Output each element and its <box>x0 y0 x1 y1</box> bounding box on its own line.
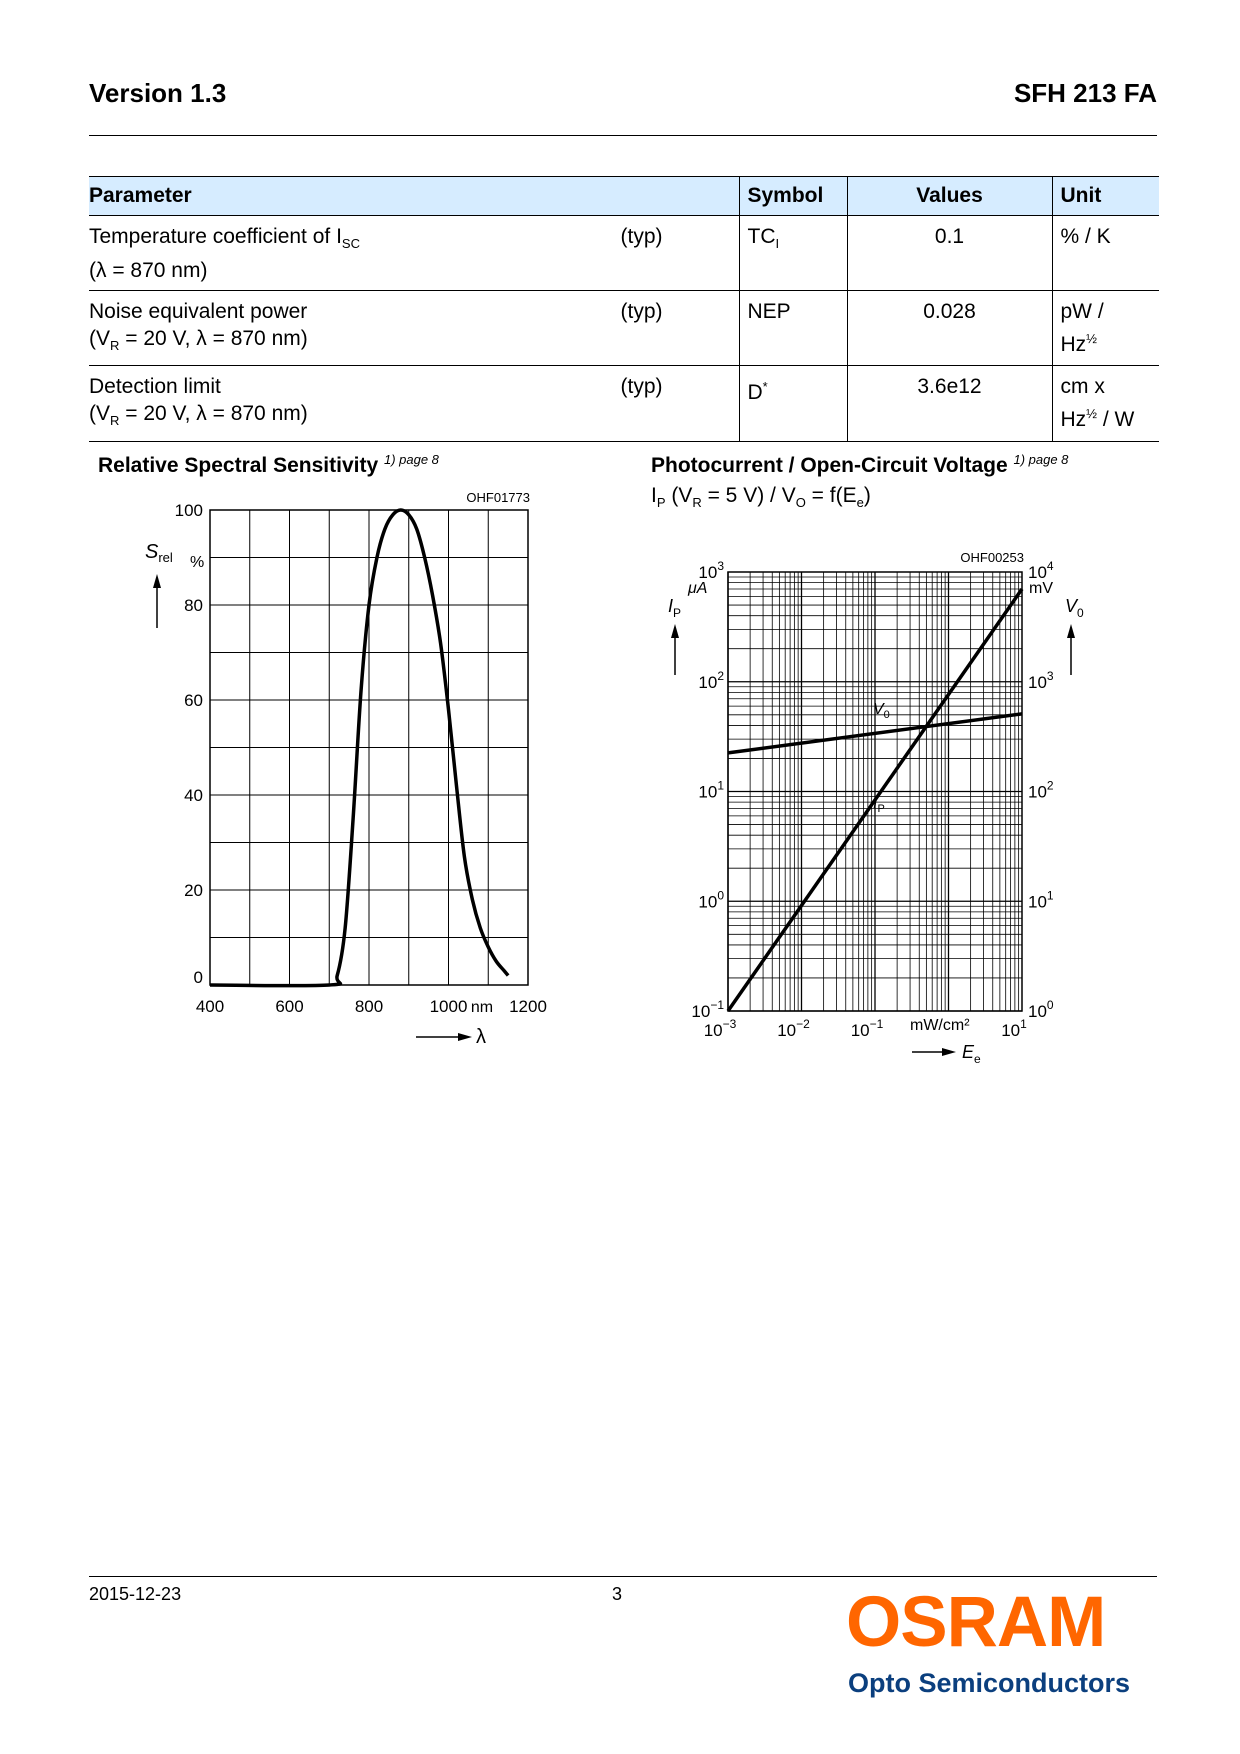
unit-text: pW / <box>1060 300 1104 324</box>
photocurrent-chart-subtitle: $I_P$ ($V_R = 5$ $V) / V_O = f(E_e)$ <box>651 484 871 511</box>
x-tick-label: 600 <box>275 997 304 1016</box>
footer-rule <box>89 1576 1157 1577</box>
symbol-text: D <box>747 381 763 405</box>
typ-label: (typ) <box>620 300 663 324</box>
typ-label: (typ) <box>620 375 663 399</box>
y-axis-unit: % <box>190 554 205 571</box>
y-tick-label: 80 <box>184 596 203 615</box>
value-cell: 3.6e12 <box>847 366 1052 441</box>
unit-text: % / K <box>1060 225 1111 248</box>
y-tick-label: 100 <box>174 501 203 520</box>
right-tick-label: $10^3$ <box>1028 668 1054 692</box>
parameter-condition-rest: = 20 V, λ = 870 nm) <box>119 327 308 351</box>
x-tick-label: $10^{-2}$ <box>777 1017 810 1040</box>
y-tick-label: 40 <box>184 786 203 805</box>
parameter-subscript: R <box>110 338 120 354</box>
x-tick-label: 800 <box>354 997 384 1016</box>
chart-title-text: Photocurrent / Open-Circuit Voltage <box>651 454 1008 477</box>
x-axis-arrow-icon <box>942 1048 956 1056</box>
osram-logo: OSRAM <box>846 1583 1106 1662</box>
brand-tagline: Opto Semiconductors <box>848 1668 1131 1698</box>
left-tick-label: $10^1$ <box>698 778 724 802</box>
x-axis-unit: nm <box>470 999 494 1016</box>
right-axis-arrow-icon <box>1067 624 1075 638</box>
unit-text: Hz <box>1060 408 1087 432</box>
x-tick-label: $10^{-3}$ <box>703 1017 737 1040</box>
symbol-text: TC <box>747 225 776 248</box>
product-name: SFH 213 FA <box>1013 78 1157 108</box>
unit-superscript: ½ <box>1086 406 1098 422</box>
right-axis-unit: mV <box>1029 580 1053 597</box>
symbol-superscript: * <box>762 379 768 395</box>
parameter-condition: (V <box>89 327 110 351</box>
x-tick-label: 1000 <box>429 997 468 1016</box>
chart-title-text: Relative Spectral Sensitivity <box>98 454 379 477</box>
right-tick-label: $10^1$ <box>1028 888 1054 912</box>
symbol-subscript: I <box>775 236 780 252</box>
x-tick-label: $10^1$ <box>1001 1017 1027 1040</box>
parameter-name: Temperature coefficient of I <box>89 225 342 248</box>
footnote-ref: 1) page 8 <box>383 452 439 467</box>
parameter-name: Detection limit <box>89 375 221 399</box>
document-version: Version 1.3 <box>89 78 227 108</box>
parameter-condition: (V <box>89 402 110 426</box>
parameter-subscript: SC <box>341 236 360 252</box>
unit-text: / W <box>1097 408 1135 432</box>
value-cell: 0.028 <box>847 291 1052 366</box>
document-date: 2015-12-23 <box>89 1584 182 1604</box>
left-tick-label: $10^{-1}$ <box>691 998 724 1021</box>
left-axis-arrow-icon <box>671 624 679 638</box>
left-tick-label: $10^0$ <box>698 888 724 912</box>
x-axis-unit: mW/cm² <box>910 1017 970 1034</box>
footnote-ref: 1) page 8 <box>1013 452 1069 467</box>
parameter-condition-rest: = 20 V, λ = 870 nm) <box>119 402 308 426</box>
unit-text: Hz <box>1060 333 1087 357</box>
right-tick-label: $10^0$ <box>1028 998 1054 1021</box>
header-unit: Unit <box>1052 177 1159 216</box>
left-tick-label: $10^2$ <box>698 668 724 692</box>
x-axis-label: $E_e$ <box>962 1042 981 1066</box>
left-axis-label: $I_P$ <box>668 596 682 620</box>
chart-code: OHF01773 <box>466 490 530 505</box>
parameter-subscript: R <box>110 413 120 429</box>
y-tick-label: 60 <box>184 691 203 710</box>
header-parameter: Parameter <box>89 177 739 216</box>
header-symbol: Symbol <box>739 177 847 216</box>
x-tick-label: $10^{-1}$ <box>850 1017 884 1040</box>
chart-code: OHF00253 <box>960 550 1024 565</box>
y-tick-label: 0 <box>193 968 203 987</box>
x-tick-label: 1200 <box>509 997 547 1016</box>
left-tick-label: $10^3$ <box>698 559 724 582</box>
unit-superscript: ½ <box>1086 331 1098 347</box>
page-number: 3 <box>612 1584 623 1604</box>
value-cell: 0.1 <box>847 216 1052 291</box>
header-values: Values <box>847 177 1052 216</box>
photocurrent-series-label: $I_P$ <box>873 795 885 815</box>
x-tick-label: 400 <box>195 997 225 1016</box>
typ-label: (typ) <box>620 225 663 248</box>
unit-text: cm x <box>1060 375 1105 399</box>
symbol-cell: NEP <box>739 291 847 366</box>
left-axis-unit: μA <box>688 580 708 597</box>
right-tick-label: $10^4$ <box>1028 559 1054 582</box>
y-tick-label: 20 <box>184 881 203 900</box>
parameter-name: Noise equivalent power <box>89 300 308 324</box>
x-axis-label: λ <box>476 1026 486 1048</box>
right-tick-label: $10^2$ <box>1028 778 1054 802</box>
y-axis-label: $S_{rel}$ <box>145 541 173 565</box>
right-axis-label: $V_0$ <box>1065 596 1084 620</box>
voltage-series-label: $V_0$ <box>873 701 890 721</box>
parameter-condition: (λ = 870 nm) <box>89 259 208 283</box>
